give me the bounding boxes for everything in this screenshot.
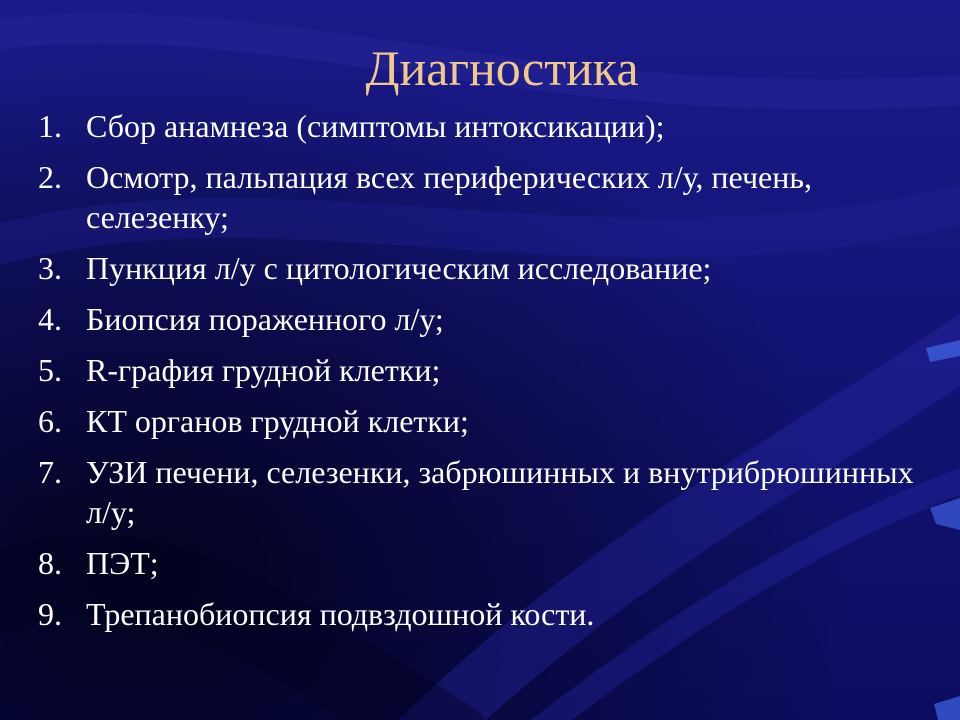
list-item xyxy=(38,543,938,583)
list-item xyxy=(38,248,938,288)
list-item xyxy=(38,299,938,339)
list-item xyxy=(38,350,938,390)
item-text: Пункция л/у с цитологическим исследование; xyxy=(86,250,712,286)
diagnostics-list xyxy=(38,106,938,645)
item-text: Сбор анамнеза (симптомы интоксикации); xyxy=(86,108,665,144)
item-text: Биопсия пораженного л/у; xyxy=(86,301,444,337)
slide-title: Диагностика xyxy=(365,40,639,96)
item-text: Осмотр, пальпация всех периферических л/у, печень, селезенку; xyxy=(86,159,812,235)
item-number: 8. xyxy=(38,545,62,581)
list-item xyxy=(38,106,938,146)
item-text: УЗИ печени, селезенки, забрюшинных и внутрибрюшинных л/у; xyxy=(86,454,914,530)
item-number: 2. xyxy=(38,159,62,195)
item-number: 7. xyxy=(38,454,62,490)
list-item xyxy=(38,157,938,237)
item-number: 4. xyxy=(38,301,62,337)
item-number: 6. xyxy=(38,403,62,439)
list-item xyxy=(38,401,938,441)
item-number: 1. xyxy=(38,108,62,144)
item-text: R-графия грудной клетки; xyxy=(86,352,441,388)
item-number: 3. xyxy=(38,250,62,286)
item-text: Трепанобиопсия подвздошной кости. xyxy=(86,596,595,632)
item-number: 5. xyxy=(38,352,62,388)
list-item xyxy=(38,452,938,532)
item-text: КТ органов грудной клетки; xyxy=(86,403,469,439)
item-text: ПЭТ; xyxy=(86,545,159,581)
list-item xyxy=(38,594,938,634)
item-number: 9. xyxy=(38,596,62,632)
